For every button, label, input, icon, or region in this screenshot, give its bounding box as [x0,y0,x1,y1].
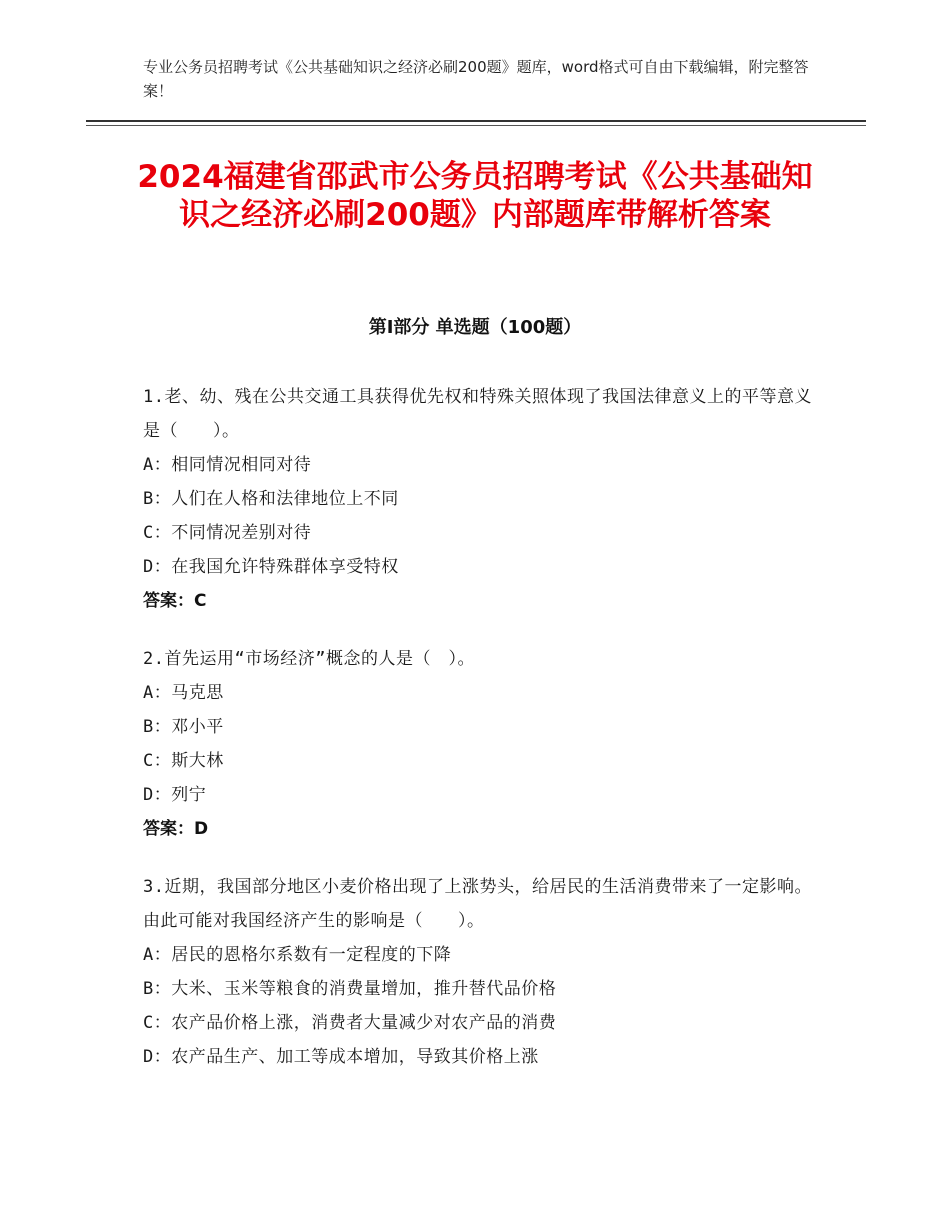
option-c: C：斯大林 [143,751,224,771]
option-b: B：邓小平 [143,717,224,737]
header-divider-thick [86,120,866,122]
answer: 答案：C [143,591,207,611]
header-divider-thin [86,125,866,126]
option-b: B：人们在人格和法律地位上不同 [143,489,399,509]
option-a: A：居民的恩格尔系数有一定程度的下降 [143,945,452,965]
section-heading: 第Ⅰ部分 单选题（100题） [368,317,582,338]
question-stem: 2.首先运用“市场经济”概念的人是（ ）。 [143,649,475,669]
header-note: 专业公务员招聘考试《公共基础知识之经济必刷200题》题库，word格式可自由下载编辑，附完整答案！ [143,58,809,100]
option-a: A：相同情况相同对待 [143,455,312,475]
option-d: D：在我国允许特殊群体享受特权 [143,557,399,577]
option-b: B：大米、玉米等粮食的消费量增加，推升替代品价格 [143,979,557,999]
option-a: A：马克思 [143,683,224,703]
option-c: C：不同情况差别对待 [143,523,312,543]
question-3 [143,870,823,1074]
document-title: 2024福建省邵武市公务员招聘考试《公共基础知识之经济必刷200题》内部题库带解析答案 [137,159,813,233]
answer: 答案：D [143,819,209,839]
question-list [143,380,823,1098]
question-stem: 3.近期，我国部分地区小麦价格出现了上涨势头，给居民的生活消费带来了一定影响。由此可能对我国经济产生的影响是（ ）。 [143,877,812,931]
question-2 [143,642,823,846]
option-d: D：列宁 [143,785,207,805]
question-1 [143,380,823,618]
option-d: D：农产品生产、加工等成本增加，导致其价格上涨 [143,1047,539,1067]
option-c: C：农产品价格上涨，消费者大量减少对农产品的消费 [143,1013,557,1033]
question-stem: 1.老、幼、残在公共交通工具获得优先权和特殊关照体现了我国法律意义上的平等意义是（ ）。 [143,387,812,441]
